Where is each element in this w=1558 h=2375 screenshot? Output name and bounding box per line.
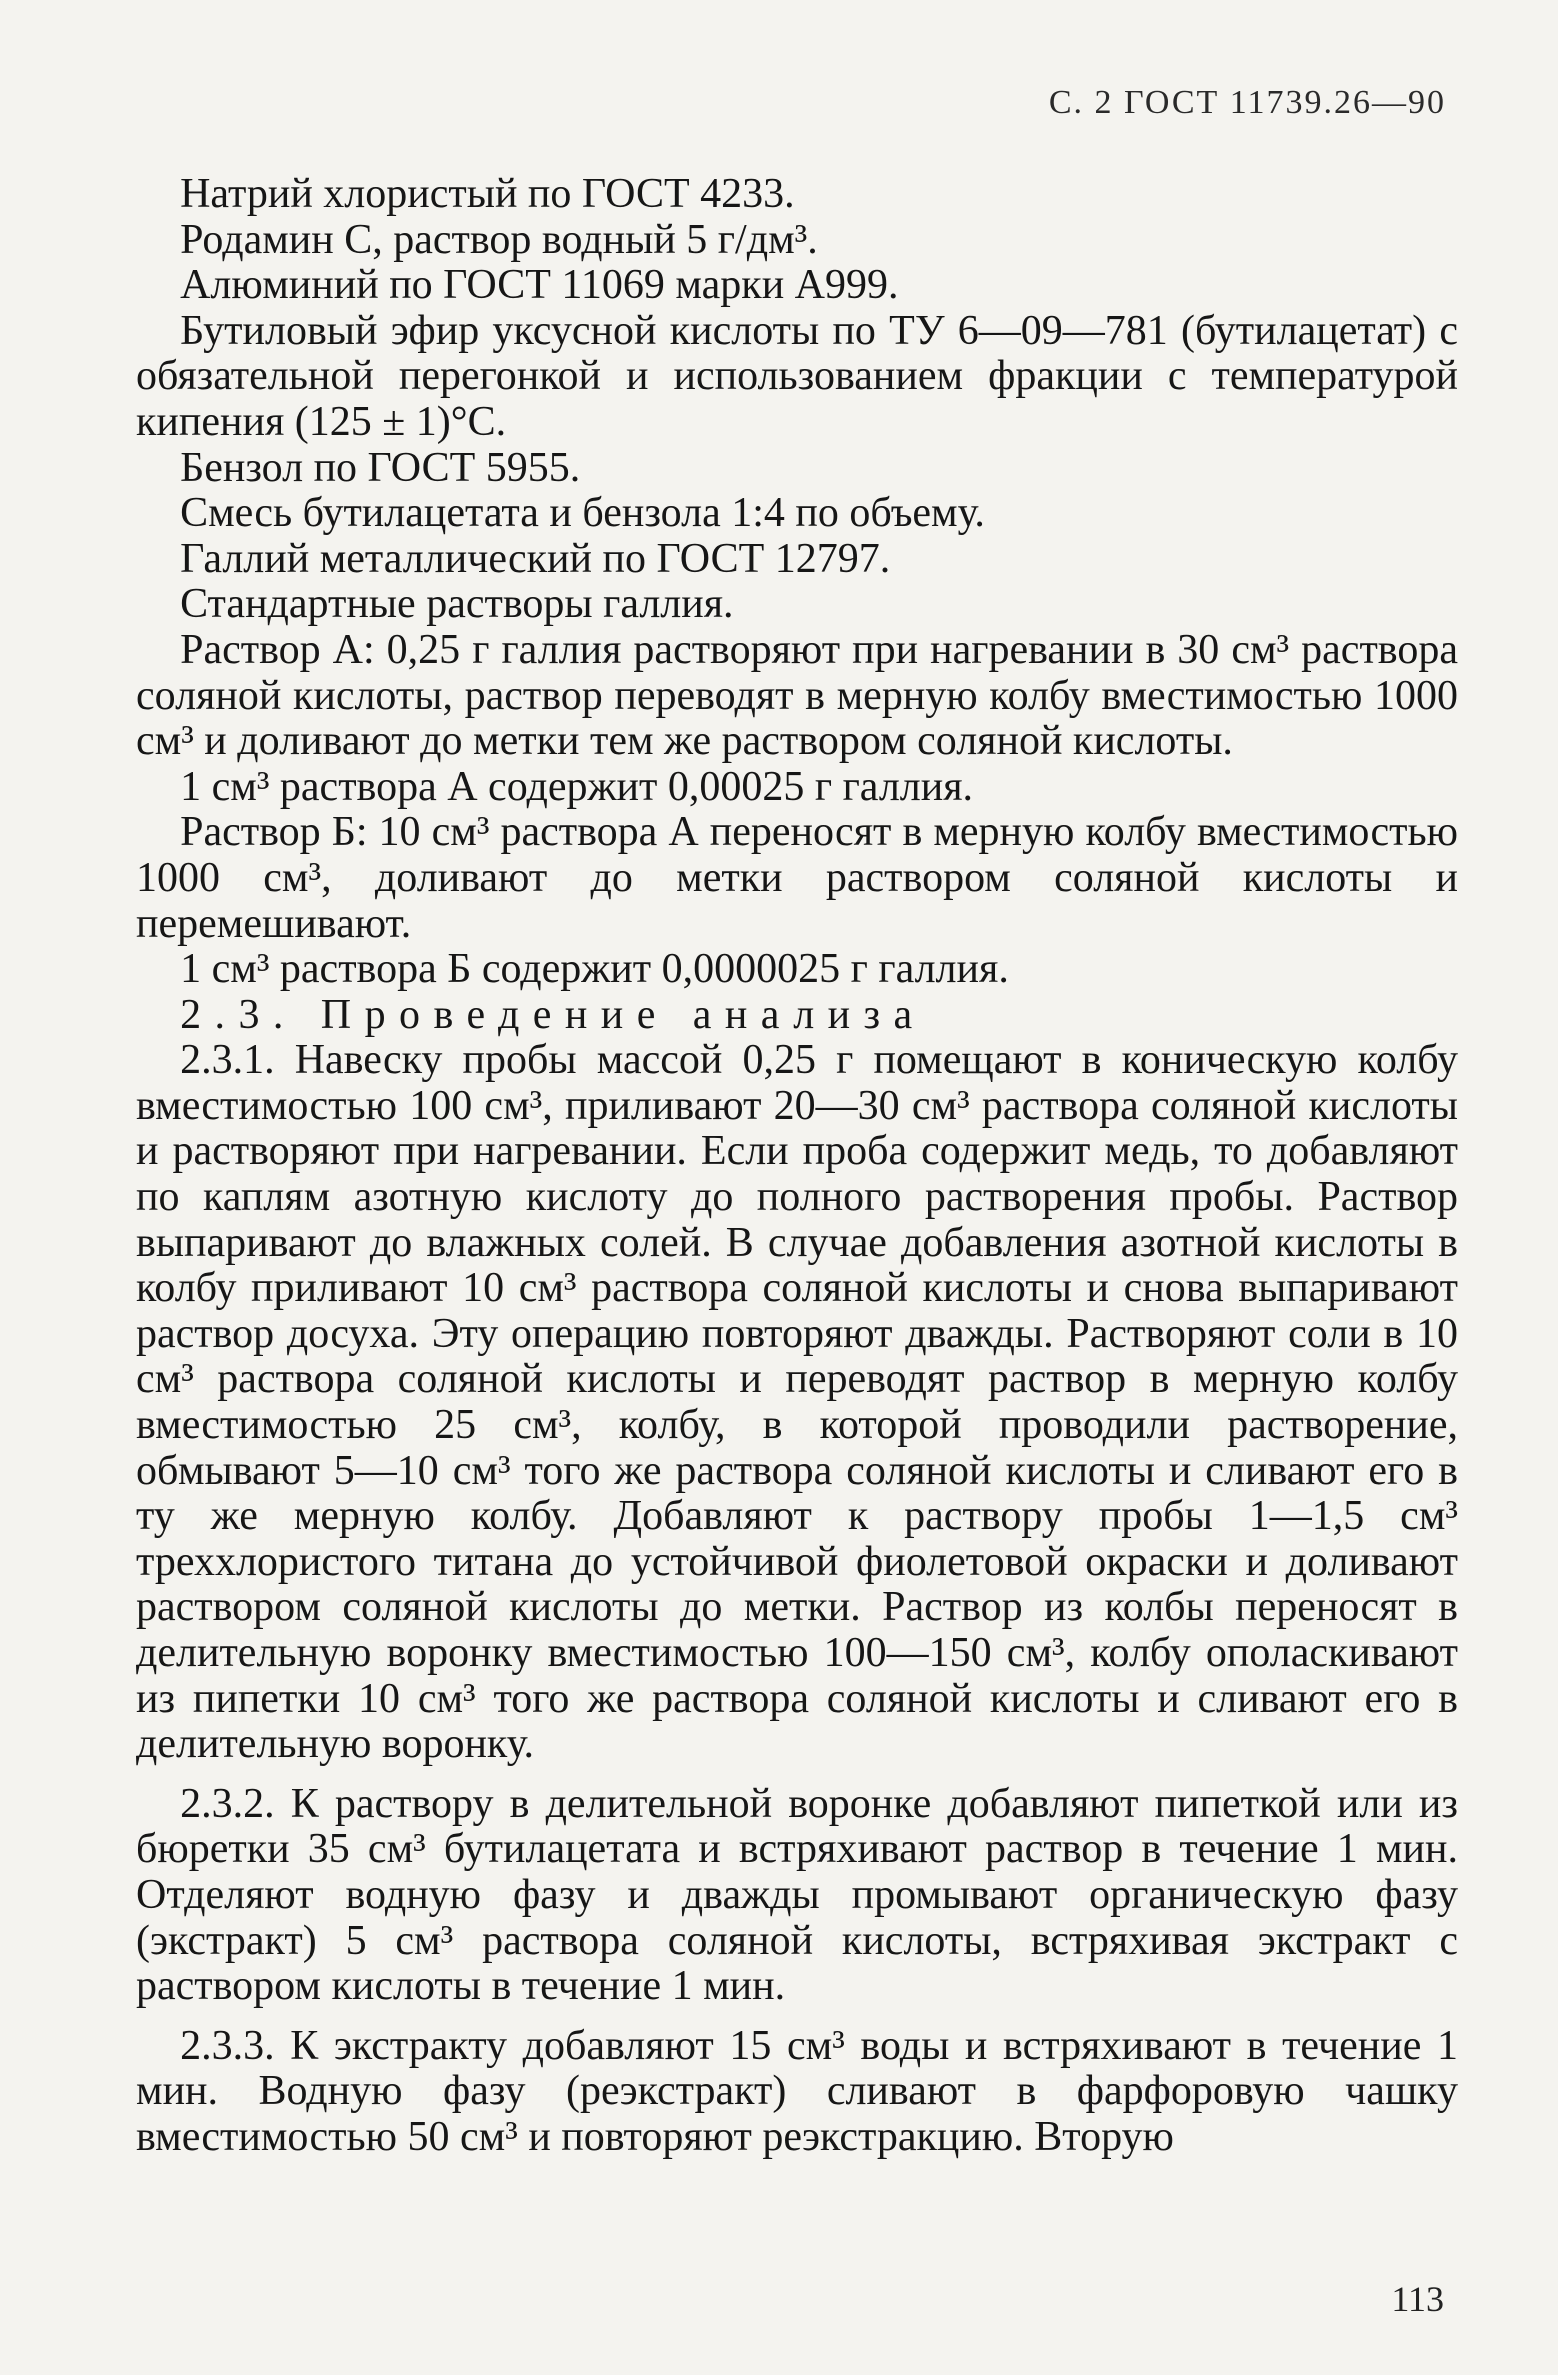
reagent-line: Смесь бутилацетата и бензола 1:4 по объему. <box>180 490 985 537</box>
section-heading: 2.3. Проведение анализа <box>180 991 926 1038</box>
solution-a-paragraph: Раствор А: 0,25 г галлия растворяют при нагревании в 30 см³ раствора соляной кислоты, раствор переводят в мерную колбу вместимостью 1000 см³ и доливают до метки тем же раствором соляной кислоты. <box>136 626 1458 765</box>
document-body <box>136 172 1458 2161</box>
paragraph-2-3-1: 2.3.1. Навеску пробы массой 0,25 г помещают в коническую колбу вместимостью 100 см³, приливают 20—30 см³ раствора соляной кислоты и растворяют при нагревании. Если проба содержит медь, то добавляют по каплям азотную кислоту до полного растворения пробы. Раствор выпаривают до влажных солей. В случае добавления азотной кислоты в колбу приливают 10 см³ раствора соляной кислоты и снова выпаривают раствор досуха. Эту операцию повторяют дважды. Растворяют соли в 10 см³ раствора соляной кислоты и переводят раствор в мерную колбу вместимостью 25 см³, колбу, в которой проводили растворение, обмывают 5—10 см³ того же раствора соляной кислоты и сливают его в ту же мерную колбу. Добавляют к раствору пробы 1—1,5 см³ треххлористого титана до устойчивой фиолетовой окраски и доливают раствором соляной кислоты до метки. Раствор из колбы переносят в делительную воронку вместимостью 100—150 см³, колбу ополаскивают из пипетки 10 см³ того же раствора соляной кислоты и сливают его в делительную воронку. <box>136 1037 1458 1768</box>
reagent-line: Родамин С, раствор водный 5 г/дм³. <box>180 216 818 263</box>
reagent-line: Алюминий по ГОСТ 11069 марки А999. <box>180 262 899 309</box>
running-header: С. 2 ГОСТ 11739.26—90 <box>1048 84 1446 121</box>
reagent-line: Галлий металлический по ГОСТ 12797. <box>180 535 891 582</box>
solution-b-content: 1 см³ раствора Б содержит 0,0000025 г галлия. <box>180 946 1009 993</box>
reagent-line: Бензол по ГОСТ 5955. <box>180 444 581 491</box>
solution-b-paragraph: Раствор Б: 10 см³ раствора А переносят в мерную колбу вместимостью 1000 см³, доливают до метки раствором соляной кислоты и перемешивают. <box>136 809 1458 947</box>
page-number: 113 <box>1391 2279 1444 2319</box>
paragraph-2-3-2: 2.3.2. К раствору в делительной воронке добавляют пипеткой или из бюретки 35 см³ бутилацетата и встряхивают раствор в течение 1 мин. Отделяют водную фазу и дважды промывают органическую фазу (экстракт) 5 см³ раствора соляной кислоты, встряхивая экстракт с раствором кислоты в течение 1 мин. <box>136 1780 1458 2010</box>
paragraph-2-3-3: 2.3.3. К экстракту добавляют 15 см³ воды и встряхивают в течение 1 мин. Водную фазу (реэкстракт) сливают в фарфоровую чашку вместимостью 50 см³ и повторяют реэкстракцию. Вторую <box>136 2022 1458 2160</box>
reagent-line: Натрий хлористый по ГОСТ 4233. <box>180 171 795 217</box>
solution-a-content: 1 см³ раствора А содержит 0,00025 г галлия. <box>180 763 974 810</box>
reagent-line: Стандартные растворы галлия. <box>180 581 734 628</box>
reagent-line: Бутиловый эфир уксусной кислоты по ТУ 6—09—781 (бутилацетат) с обязательной перегонкой и использованием фракции с температурой кипения (125 ± 1)°С. <box>136 307 1458 445</box>
